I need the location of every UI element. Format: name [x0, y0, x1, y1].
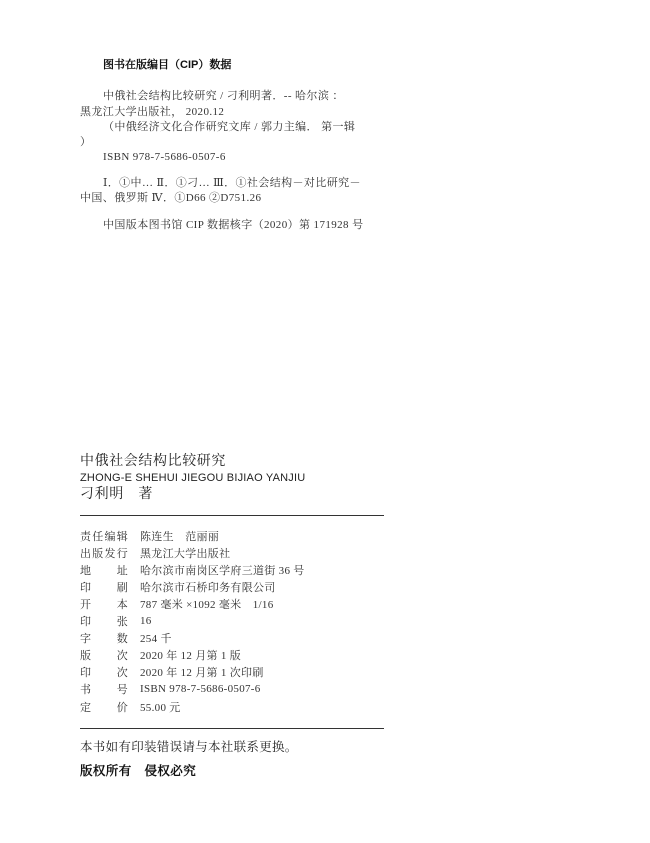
detail-label: 印刷 [80, 582, 128, 594]
detail-label: 定价 [80, 702, 128, 714]
cip-line: 中俄社会结构比较研究 / 刁利明著．-- 哈尔滨 ： [103, 90, 344, 102]
detail-row [80, 597, 274, 611]
detail-row [80, 648, 241, 662]
detail-row [80, 529, 219, 543]
detail-value: 2020 年 12 月第 1 版 [140, 650, 242, 662]
cip-line: ） [80, 136, 92, 148]
detail-label: 印张 [80, 616, 128, 628]
detail-value: 陈连生 范丽丽 [140, 531, 220, 543]
detail-row [80, 546, 230, 560]
detail-label: 出版发行 [80, 548, 128, 560]
detail-row [80, 563, 305, 577]
detail-value: 2020 年 12 月第 1 次印刷 [140, 667, 264, 679]
cip-classification: 中国、俄罗斯 Ⅳ．①D66 ②D751.26 [80, 192, 262, 204]
detail-row [80, 682, 261, 696]
detail-label: 责任编辑 [80, 531, 128, 543]
cip-classification: Ⅰ．①中… Ⅱ．①刁… Ⅲ．①社会结构－对比研究－ [103, 177, 361, 189]
top-divider [80, 515, 384, 516]
detail-label: 版次 [80, 650, 128, 662]
detail-row [80, 700, 181, 714]
cip-heading: 图书在版编目（CIP）数据 [103, 59, 232, 71]
cip-line: 黑龙江大学出版社， 2020.12 [80, 106, 225, 118]
detail-value: 787 毫米 ×1092 毫米 1/16 [140, 599, 274, 611]
detail-value: 254 千 [140, 633, 172, 645]
detail-label: 开本 [80, 599, 128, 611]
detail-value: 16 [140, 615, 152, 627]
detail-label: 字数 [80, 633, 128, 645]
detail-row [80, 580, 276, 594]
detail-label: 地址 [80, 565, 128, 577]
cip-line: （中俄经济文化合作研究文库 / 郭力主编． 第一辑 [103, 121, 356, 133]
detail-row [80, 631, 172, 645]
detail-row [80, 614, 152, 628]
detail-value: ISBN 978-7-5686-0507-6 [140, 683, 261, 695]
cip-isbn: ISBN 978-7-5686-0507-6 [103, 151, 226, 163]
misprint-notice: 本书如有印装错误请与本社联系更换。 [80, 740, 298, 754]
detail-value: 哈尔滨市南岗区学府三道街 36 号 [140, 565, 305, 577]
copyright-notice: 版权所有 侵权必究 [80, 764, 197, 778]
detail-value: 哈尔滨市石桥印务有限公司 [140, 582, 276, 594]
book-title-pinyin: ZHONG-E SHEHUI JIEGOU BIJIAO YANJIU [80, 472, 306, 484]
detail-label: 印次 [80, 667, 128, 679]
detail-value: 黑龙江大学出版社 [140, 548, 231, 560]
detail-label: 书号 [80, 684, 128, 696]
cip-record-number: 中国版本图书馆 CIP 数据核字（2020）第 171928 号 [103, 219, 364, 231]
detail-value: 55.00 元 [140, 702, 181, 714]
book-title: 中俄社会结构比较研究 [80, 454, 226, 469]
book-author: 刁利明 著 [80, 487, 153, 502]
bottom-divider [80, 728, 384, 729]
detail-row [80, 665, 264, 679]
